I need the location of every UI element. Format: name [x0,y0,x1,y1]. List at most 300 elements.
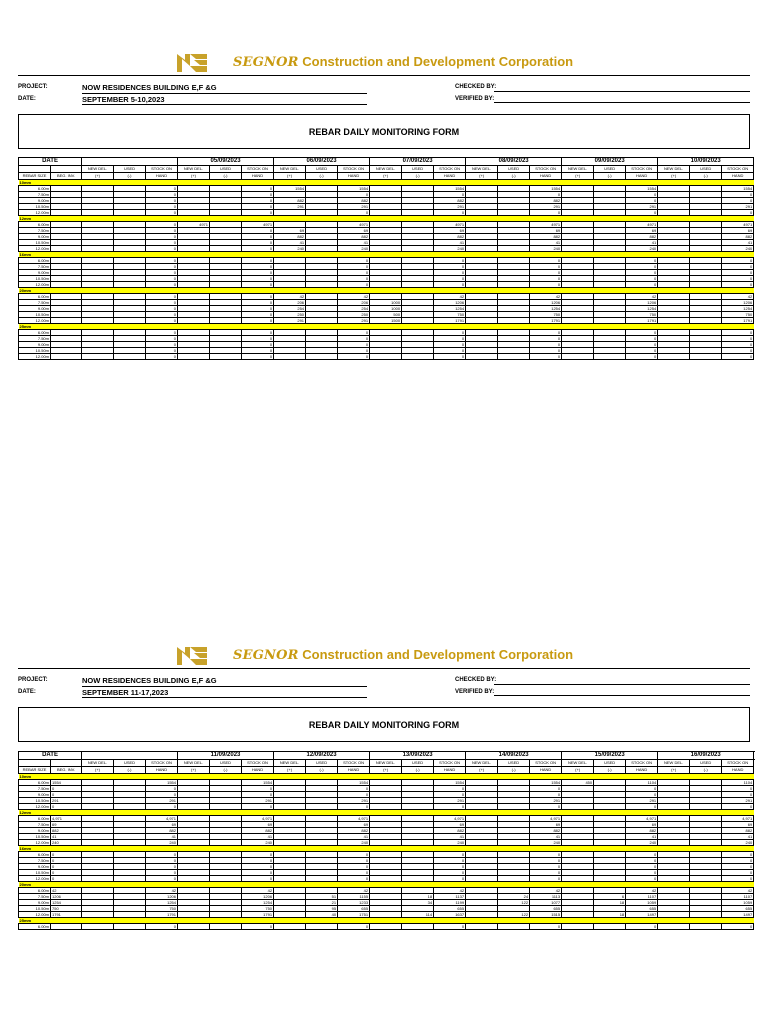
project-value: NOW RESIDENCES BUILDING E,F &G [82,676,217,685]
value-cell: 0 [434,264,466,270]
value-cell [498,924,530,930]
length-cell: 9.00m [19,792,51,798]
header-row-signs [19,173,754,180]
value-cell: 0 [146,276,178,282]
value-cell: 655 [722,906,754,912]
value-cell: 0 [146,342,178,348]
project-underline [82,686,367,687]
project-value: NOW RESIDENCES BUILDING E,F &G [82,83,217,92]
value-cell: 254 [274,306,306,312]
value-cell: 750 [146,906,178,912]
value-cell: 0 [530,876,562,882]
value-cell: 4,971 [242,816,274,822]
company-name-rest: Construction and Development Corporation [298,647,574,662]
value-cell: 41 [530,834,562,840]
form-title: REBAR DAILY MONITORING FORM [18,707,750,742]
value-cell: 4,971 [146,816,178,822]
value-cell: 0 [434,348,466,354]
value-cell: 882 [722,234,754,240]
value-cell: 0 [146,792,178,798]
length-cell: 12.00m [19,804,51,810]
plus-header: (+) [178,173,210,180]
value-cell: 0 [434,786,466,792]
value-cell: 41 [530,240,562,246]
value-cell: 0 [434,258,466,264]
value-cell: 0 [626,864,658,870]
project-label: PROJECT: [18,84,48,90]
value-cell: 0 [146,318,178,324]
value-cell: 0 [722,852,754,858]
value-cell: 250 [338,312,370,318]
value-cell: 0 [434,354,466,360]
plus-header: (+) [370,173,402,180]
value-cell: 0 [530,852,562,858]
value-cell: 41 [274,240,306,246]
value-cell: 0 [626,876,658,882]
value-cell: 0 [626,858,658,864]
value-cell: 0 [146,924,178,930]
value-cell: 0 [722,354,754,360]
value-cell: 0 [146,786,178,792]
value-cell: 0 [146,294,178,300]
value-cell: 1554 [530,186,562,192]
table-row [19,924,754,930]
value-cell: 0 [242,330,274,336]
value-cell: 1554 [434,780,466,786]
value-cell: 0 [722,804,754,810]
value-cell [178,354,210,360]
length-cell: 9.00m [19,900,51,906]
value-cell: 0 [338,870,370,876]
plus-header: (+) [274,173,306,180]
hand-header: HAND [146,767,178,774]
value-cell: 1791 [51,912,82,918]
value-cell [466,354,498,360]
value-cell: 1113 [530,894,562,900]
date-header-blank [82,158,178,166]
value-cell: 0 [434,792,466,798]
value-cell: 1791 [242,912,274,918]
hand-header: HAND [242,173,274,180]
value-cell: 291 [51,798,82,804]
value-cell: 1637 [434,912,466,918]
value-cell: 1233 [338,900,370,906]
length-cell: 10.50m [19,240,51,246]
value-cell: 0 [242,318,274,324]
length-cell: 6.00m [19,780,51,786]
verified-by-line [494,695,750,696]
company-name-rest: Construction and Development Corporation [298,54,574,69]
value-cell: 0 [434,276,466,282]
date-value: SEPTEMBER 11-17,2023 [82,688,169,697]
value-cell [466,924,498,930]
date-header-cell: 14/09/2023 [466,752,562,760]
value-cell: 1104 [626,780,658,786]
value-cell [274,924,306,930]
value-cell: 1137 [434,894,466,900]
value-cell: 0 [434,858,466,864]
date-header-cell: 06/09/2023 [274,158,370,166]
value-cell: 0 [51,864,82,870]
value-cell: 0 [242,348,274,354]
value-cell: 882 [338,234,370,240]
value-cell: 41 [722,240,754,246]
value-cell: 114 [402,912,434,918]
checked-by-line [494,91,750,92]
value-cell: 42 [274,294,306,300]
value-cell: 0 [434,192,466,198]
header-blank [19,760,51,767]
value-cell: 0 [434,852,466,858]
value-cell: 1254 [434,306,466,312]
value-cell: 42 [530,294,562,300]
value-cell: 0 [338,354,370,360]
value-cell: 0 [626,198,658,204]
value-cell: 0 [146,306,178,312]
value-cell: 1206 [530,300,562,306]
value-cell: 0 [146,192,178,198]
stock-on-hand-header: STOCK ON [626,760,658,767]
date-header-cell: 07/09/2023 [370,158,466,166]
value-cell: 0 [51,804,82,810]
value-cell: 0 [338,348,370,354]
length-cell: 10.50m [19,834,51,840]
value-cell: 0 [146,258,178,264]
length-cell: 6.00m [19,222,51,228]
length-cell: 10.50m [19,348,51,354]
value-cell: 0 [530,336,562,342]
value-cell: 1791 [434,318,466,324]
used-header: USED [306,760,338,767]
new-del-header: NEW DEL. [370,166,402,173]
new-del-header: NEW DEL. [562,760,594,767]
value-cell: 0 [338,192,370,198]
value-cell: 4,971 [626,816,658,822]
value-cell: 4,971 [434,816,466,822]
date-header-cell: 16/09/2023 [658,752,754,760]
value-cell: 24 [498,894,530,900]
value-cell: 0 [338,210,370,216]
value-cell: 0 [530,342,562,348]
value-cell: 0 [242,198,274,204]
rebar-size-label: 12mm [19,810,754,816]
minus-header: (-) [306,173,338,180]
value-cell: 0 [338,264,370,270]
value-cell: 0 [338,864,370,870]
value-cell: 0 [242,804,274,810]
value-cell: 0 [434,282,466,288]
value-cell: 882 [626,828,658,834]
used-header: USED [114,760,146,767]
length-cell: 10.50m [19,312,51,318]
value-cell: 0 [242,306,274,312]
value-cell: 0 [146,336,178,342]
value-cell: 0 [242,228,274,234]
value-cell: 0 [338,336,370,342]
value-cell: 69 [146,822,178,828]
length-cell: 7.50m [19,264,51,270]
value-cell [594,924,626,930]
minus-header: (-) [498,767,530,774]
value-cell: 0 [146,234,178,240]
value-cell: 882 [338,198,370,204]
value-cell: 41 [434,834,466,840]
length-cell: 6.00m [19,330,51,336]
value-cell: 1000 [370,300,402,306]
value-cell: 291 [722,204,754,210]
value-cell: 0 [51,858,82,864]
value-cell: 4971 [338,222,370,228]
length-cell: 12.00m [19,912,51,918]
used-header: USED [210,760,242,767]
stock-on-hand-header: STOCK ON [434,760,466,767]
new-del-header: NEW DEL. [274,760,306,767]
length-cell: 10.50m [19,906,51,912]
value-cell: 42 [722,294,754,300]
value-cell: 655 [434,906,466,912]
used-header: USED [594,166,626,173]
value-cell: 0 [338,330,370,336]
hand-header: HAND [530,173,562,180]
plus-header: (+) [274,767,306,774]
header-blank [51,760,82,767]
value-cell: 18 [402,894,434,900]
beg-inv-header: BEG. INV. [51,767,82,774]
value-cell [306,924,338,930]
value-cell: 1254 [51,900,82,906]
minus-header: (-) [498,173,530,180]
date-header-cell: 08/09/2023 [466,158,562,166]
company-logo-icon [176,646,208,666]
value-cell: 42 [626,294,658,300]
value-cell: 0 [530,192,562,198]
value-cell: 41 [146,834,178,840]
length-cell: 7.50m [19,192,51,198]
value-cell: 0 [51,876,82,882]
minus-header: (-) [210,767,242,774]
value-cell: 240 [530,246,562,252]
used-header: USED [306,166,338,173]
date-value: SEPTEMBER 5-10,2023 [82,95,165,104]
value-cell [690,924,722,930]
beg-inv-header: BEG. INV. [51,173,82,180]
value-cell: 21 [306,900,338,906]
value-cell: 0 [722,210,754,216]
used-header: USED [594,760,626,767]
value-cell: 500 [370,312,402,318]
hand-header: HAND [338,767,370,774]
value-cell: 69 [274,228,306,234]
value-cell: 0 [626,336,658,342]
value-cell: 1554 [146,780,178,786]
value-cell: 0 [146,876,178,882]
length-cell: 7.50m [19,858,51,864]
value-cell: 882 [51,828,82,834]
value-cell: 0 [626,852,658,858]
value-cell: 1554 [338,780,370,786]
stock-on-hand-header: STOCK ON [242,166,274,173]
value-cell: 0 [722,786,754,792]
value-cell: 0 [626,342,658,348]
length-cell: 9.00m [19,828,51,834]
value-cell: 0 [242,852,274,858]
minus-header: (-) [306,767,338,774]
value-cell: 69 [338,228,370,234]
value-cell: 69 [626,822,658,828]
value-cell [402,354,434,360]
new-del-header: NEW DEL. [658,760,690,767]
value-cell: 1515 [530,912,562,918]
value-cell: 4971 [626,222,658,228]
value-cell: 69 [530,228,562,234]
value-cell: 0 [722,864,754,870]
plus-header: (+) [466,767,498,774]
value-cell: 1000 [370,306,402,312]
value-cell: 240 [146,840,178,846]
value-cell: 0 [242,870,274,876]
value-cell: 0 [626,264,658,270]
value-cell: 41 [626,240,658,246]
value-cell: 0 [146,354,178,360]
value-cell: 40 [306,912,338,918]
project-underline [82,93,367,94]
value-cell: 655 [626,906,658,912]
plus-header: (+) [466,173,498,180]
value-cell: 1554 [338,186,370,192]
value-cell: 1554 [530,780,562,786]
value-cell: 0 [338,258,370,264]
value-cell: 0 [242,864,274,870]
length-cell: 6.00m [19,816,51,822]
length-cell: 7.50m [19,822,51,828]
value-cell: 0 [722,198,754,204]
value-cell: 69 [434,822,466,828]
length-cell: 6.00m [19,924,51,930]
value-cell: 0 [434,210,466,216]
value-cell: 1059 [722,900,754,906]
value-cell: 291 [338,798,370,804]
value-cell: 0 [338,804,370,810]
value-cell: 1107 [722,894,754,900]
new-del-header: NEW DEL. [466,166,498,173]
value-cell: 1107 [626,894,658,900]
value-cell: 1254 [530,306,562,312]
company-logo-icon [176,53,208,73]
length-cell: 6.00m [19,294,51,300]
value-cell: 69 [626,228,658,234]
value-cell: 42 [530,888,562,894]
value-cell: 4,971 [530,816,562,822]
value-cell: 0 [51,852,82,858]
value-cell [594,354,626,360]
new-del-header: NEW DEL. [274,166,306,173]
plus-header: (+) [658,767,690,774]
value-cell: 291 [530,204,562,210]
value-cell: 1791 [530,318,562,324]
value-cell: 1077 [530,900,562,906]
value-cell: 41 [338,834,370,840]
length-cell: 9.00m [19,198,51,204]
value-cell: 0 [626,282,658,288]
value-cell: 1254 [146,900,178,906]
value-cell: 1104 [722,780,754,786]
value-cell: 0 [530,870,562,876]
value-cell: 291 [626,204,658,210]
plus-header: (+) [370,767,402,774]
date-header-cell: 05/09/2023 [178,158,274,166]
value-cell: 0 [146,186,178,192]
plus-header: (+) [562,173,594,180]
value-cell: 1206 [434,300,466,306]
value-cell: 0 [530,864,562,870]
hand-header: HAND [722,173,754,180]
value-cell: 1254 [626,306,658,312]
value-cell: 1206 [51,894,82,900]
value-cell [51,354,82,360]
date-header: DATE [19,752,82,760]
date-header-blank [82,752,178,760]
value-cell: 0 [242,876,274,882]
rebar-size-label: 25mm [19,324,754,330]
value-cell: 882 [530,828,562,834]
stock-on-hand-header: STOCK ON [530,760,562,767]
value-cell: 0 [146,210,178,216]
value-cell: 1155 [338,894,370,900]
rebar-size-label: 10mm [19,180,754,186]
length-cell: 10.50m [19,870,51,876]
value-cell: 0 [530,276,562,282]
value-cell: 291 [146,798,178,804]
value-cell: 0 [434,270,466,276]
value-cell: 750 [722,312,754,318]
value-cell: 240 [530,840,562,846]
value-cell: 0 [242,276,274,282]
value-cell: 0 [530,348,562,354]
value-cell: 0 [146,330,178,336]
minus-header: (-) [210,173,242,180]
value-cell: 42 [434,888,466,894]
value-cell: 882 [434,234,466,240]
value-cell [370,354,402,360]
value-cell: 0 [434,336,466,342]
value-cell: 882 [722,828,754,834]
value-cell: 41 [51,834,82,840]
value-cell: 750 [242,906,274,912]
hand-header: HAND [338,173,370,180]
minus-header: (-) [690,767,722,774]
value-cell: 0 [146,300,178,306]
date-header-cell: 15/09/2023 [562,752,658,760]
date-underline [82,697,367,698]
value-cell: 0 [338,276,370,282]
value-cell: 750 [626,312,658,318]
value-cell: 0 [146,198,178,204]
value-cell: 0 [51,792,82,798]
header-row-dates [19,752,754,760]
value-cell: 750 [530,312,562,318]
value-cell: 0 [530,210,562,216]
used-header: USED [210,166,242,173]
value-cell: 882 [242,828,274,834]
value-cell: 18 [594,900,626,906]
value-cell [82,354,114,360]
value-cell: 1554 [434,186,466,192]
stock-on-hand-header: STOCK ON [434,166,466,173]
value-cell: 0 [146,228,178,234]
rebar-size-label: 10mm [19,774,754,780]
value-cell [114,354,146,360]
value-cell: 0 [242,300,274,306]
